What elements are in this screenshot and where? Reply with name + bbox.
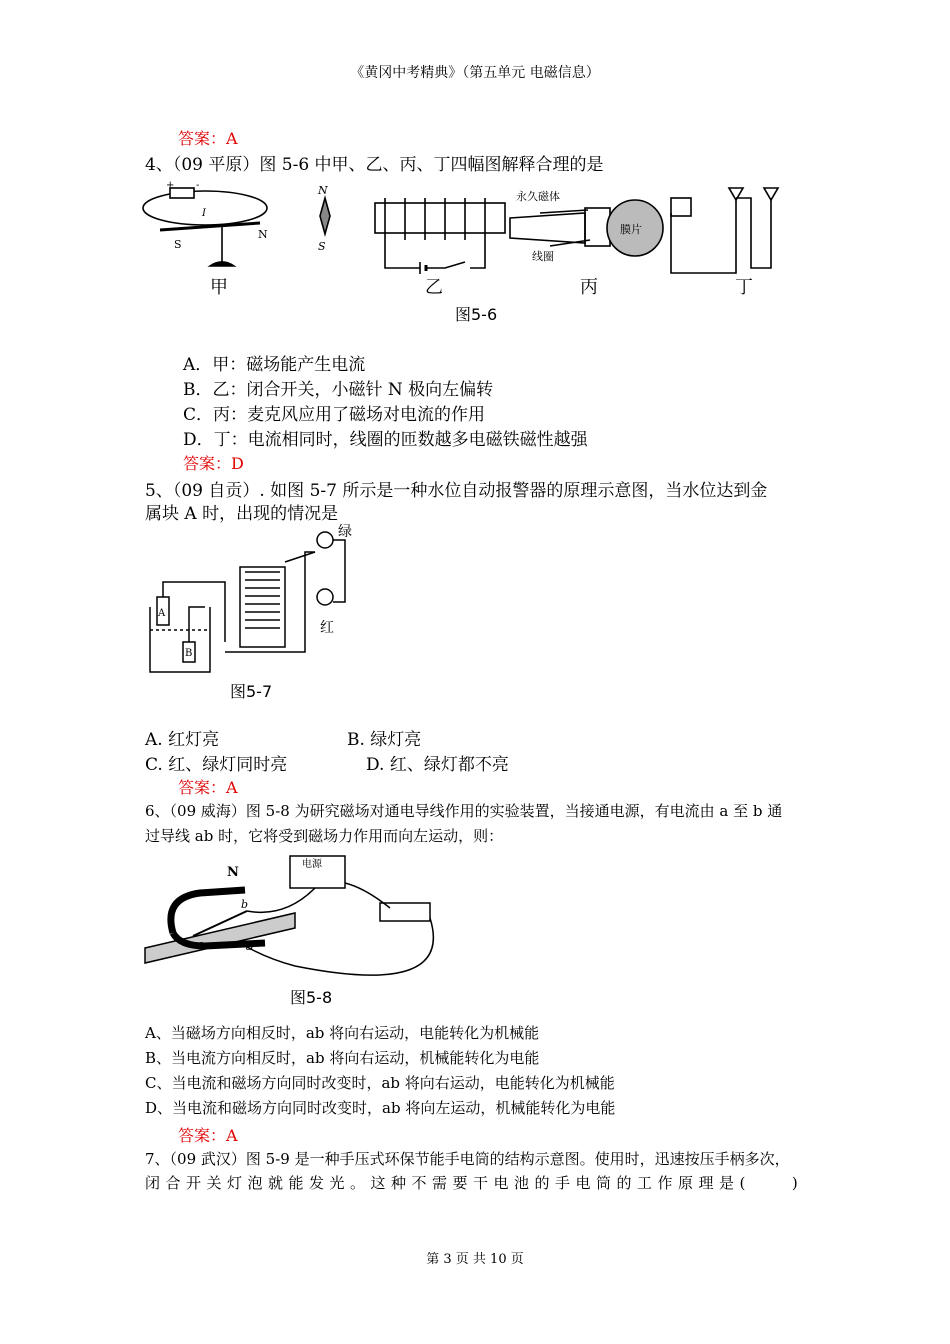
electromagnet-coil bbox=[245, 572, 280, 628]
figure-5-8-drawing bbox=[145, 848, 450, 1013]
q4-option-a: A．甲：磁场能产生电流 bbox=[183, 355, 366, 375]
q4-answer: 答案：D bbox=[183, 454, 244, 473]
armature bbox=[285, 552, 315, 562]
current-label: I bbox=[202, 208, 206, 219]
battery-plus-label: + bbox=[166, 180, 175, 191]
compass-n-label: N bbox=[318, 184, 328, 197]
q6-stem-line2: 过导线 ab 时，它将受到磁场力作用而向左运动，则： bbox=[145, 827, 504, 845]
power-supply-label: 电源 bbox=[302, 859, 322, 870]
yi-wire-right bbox=[470, 240, 485, 268]
panel-label-yi: 乙 bbox=[425, 277, 443, 298]
green-lamp-label: 绿 bbox=[338, 524, 352, 540]
red-lamp-label: 红 bbox=[320, 620, 334, 636]
figure-5-6 bbox=[140, 178, 753, 328]
yi-switch bbox=[426, 262, 465, 268]
coil-label: 线圈 bbox=[532, 250, 554, 263]
wire-b bbox=[189, 607, 205, 642]
wire-a-label: a bbox=[197, 938, 204, 951]
electromagnet-frame bbox=[240, 567, 285, 647]
q5-option-b: B. 绿灯亮 bbox=[347, 730, 422, 750]
q7-stem-line2: 闭合开关灯泡就能发光。这种不需要干电池的手电筒的工作原理是( ) bbox=[145, 1174, 804, 1192]
q6-option-c: C、当电流和磁场方向同时改变时，ab 将向右运动，电能转化为机械能 bbox=[145, 1074, 615, 1092]
jia-compass-needle bbox=[160, 223, 260, 230]
panel-label-bing: 丙 bbox=[580, 277, 598, 298]
green-lamp bbox=[317, 532, 333, 548]
q5-answer: 答案：A bbox=[178, 778, 238, 797]
q6-stem-line1: 6、（09 威海）图 5-8 为研究磁场对通电导线作用的实验装置，当接通电源，有电流由 a 至 b 通 bbox=[145, 802, 783, 820]
compass-s-label: S bbox=[318, 240, 326, 253]
q6-answer: 答案：A bbox=[178, 1126, 238, 1145]
q5-option-c: C. 红、绿灯同时亮 bbox=[145, 755, 288, 775]
q5-option-a: A. 红灯亮 bbox=[145, 730, 220, 750]
q3-answer: 答案：A bbox=[178, 129, 238, 148]
figure-5-6-caption: 图5-6 bbox=[455, 305, 498, 324]
q6-option-b: B、当电流方向相反时，ab 将向右运动，机械能转化为电能 bbox=[145, 1049, 540, 1067]
magnet-n-label: N bbox=[227, 865, 239, 880]
figure-5-6-drawing bbox=[140, 178, 753, 328]
figure-5-8 bbox=[145, 848, 450, 1013]
q5-stem-line1: 5、（09 自贡）. 如图 5-7 所示是一种水位自动报警器的原理示意图，当水位达到金 bbox=[145, 481, 768, 501]
lamp-circuit bbox=[333, 540, 345, 602]
jia-stand-base bbox=[210, 262, 234, 266]
figure-5-7-drawing bbox=[145, 522, 365, 707]
ding-battery bbox=[671, 198, 691, 216]
block-b-label: B bbox=[185, 648, 193, 659]
block-a-label: A bbox=[158, 608, 166, 619]
page-header: 《黄冈中考精典》（第五单元 电磁信息） bbox=[350, 65, 600, 81]
yi-wire-left bbox=[385, 240, 420, 268]
ding-circuit-right bbox=[736, 198, 771, 268]
figure-5-8-caption: 图5-8 bbox=[290, 988, 333, 1007]
figure-5-7-caption: 图5-7 bbox=[230, 682, 273, 701]
q6-option-a: A、当磁场方向相反时，ab 将向右运动，电能转化为机械能 bbox=[145, 1024, 540, 1042]
q4-option-b: B．乙：闭合开关，小磁针 N 极向左偏转 bbox=[183, 380, 494, 400]
q4-stem: 4、（09 平原）图 5-6 中甲、乙、丙、丁四幅图解释合理的是 bbox=[145, 155, 604, 175]
q4-option-d: D．丁：电流相同时，线圈的匝数越多电磁铁磁性越强 bbox=[183, 430, 588, 450]
q5-option-d: D. 红、绿灯都不亮 bbox=[366, 755, 509, 775]
compass-needle bbox=[320, 198, 330, 234]
panel-label-jia: 甲 bbox=[210, 277, 228, 298]
q5-stem-line2: 属块 A 时，出现的情况是 bbox=[145, 504, 339, 524]
page-footer: 第 3 页 共 10 页 bbox=[426, 1252, 524, 1267]
q4-option-c: C．丙：麦克风应用了磁场对电流的作用 bbox=[183, 405, 486, 425]
wire-a bbox=[163, 582, 225, 642]
needle-n-label: N bbox=[258, 228, 268, 241]
needle-s-label: S bbox=[174, 238, 182, 251]
bing-handle bbox=[510, 213, 585, 243]
panel-label-ding: 丁 bbox=[735, 277, 753, 298]
q6-option-d: D、当电流和磁场方向同时改变时，ab 将向左运动，机械能转化为电能 bbox=[145, 1099, 616, 1117]
battery-minus-label: - bbox=[196, 180, 200, 191]
wire-to-switch bbox=[345, 883, 390, 908]
figure-5-7 bbox=[145, 522, 365, 707]
membrane-label: 膜片 bbox=[620, 223, 642, 236]
wire-b-label: b bbox=[241, 898, 249, 911]
red-lamp bbox=[317, 589, 333, 605]
wire-to-power bbox=[247, 888, 315, 912]
q7-stem-line1: 7、（09 武汉）图 5-9 是一种手压式环保节能手电筒的结构示意图。使用时，迅速按压手柄多次， bbox=[145, 1150, 790, 1168]
ding-circuit-left bbox=[671, 198, 736, 273]
magnet-s-label: S bbox=[245, 939, 254, 953]
magnet-label: 永久磁体 bbox=[516, 190, 560, 203]
